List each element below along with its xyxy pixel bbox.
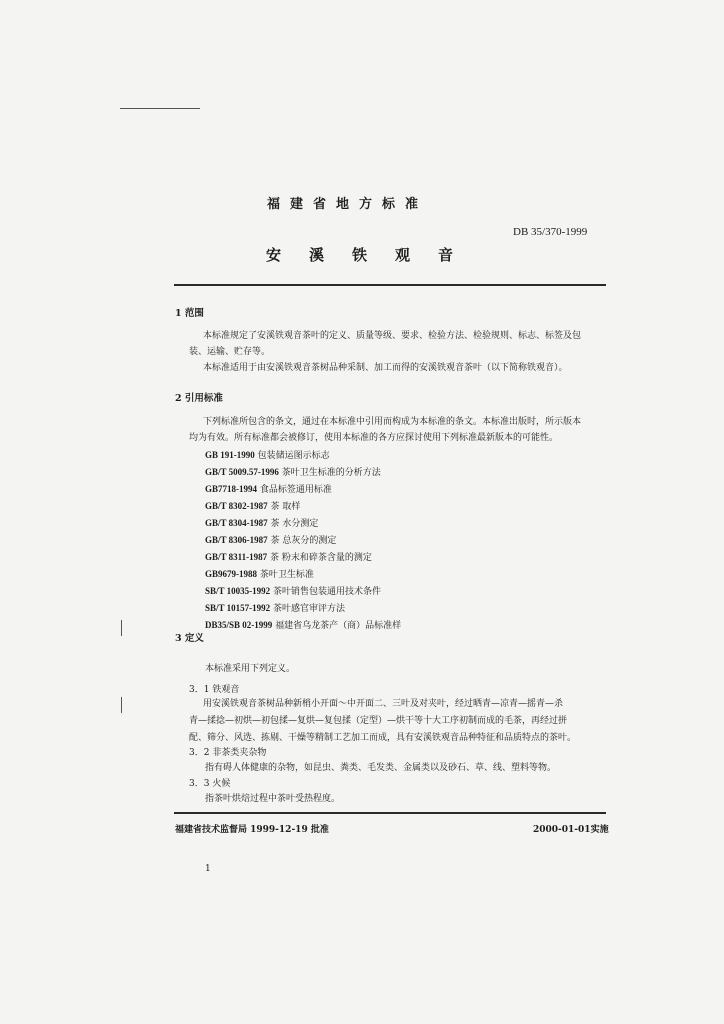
page-number: 1 bbox=[205, 864, 211, 874]
definition-3-1-line3: 配、筛分、风选、拣剔、干燥等精制工艺加工而成，具有安溪铁观音品种特征和品质特点的茶叶。 bbox=[189, 733, 577, 743]
definition-3-2-text: 指有碍人体健康的杂物，如昆虫、粪类、毛发类、金属类以及砂石、草、线、塑料等物。 bbox=[205, 763, 557, 773]
definition-3-3-text: 指茶叶烘焙过程中茶叶受热程度。 bbox=[205, 794, 341, 804]
reference-item: GB/T 8304-1987 茶 水分测定 bbox=[205, 518, 319, 529]
section-3-heading: 3 定义 bbox=[175, 633, 204, 644]
reference-item: GB9679-1988 茶叶卫生标准 bbox=[205, 569, 314, 580]
document-code: DB 35/370-1999 bbox=[513, 226, 588, 238]
section-2-p1-line2: 均为有效。所有标准都会被修订，使用本标准的各方应探讨使用下列标准最新版本的可能性。 bbox=[189, 433, 559, 443]
scan-mark-top bbox=[120, 108, 200, 109]
issuing-org: 福建省地方标准 bbox=[267, 197, 429, 212]
approval-line: 福建省技术监督局 1999-12-19 批准 bbox=[175, 825, 329, 835]
scan-mark-left-1 bbox=[121, 620, 122, 636]
reference-item: GB/T 5009.57-1996 茶叶卫生标准的分析方法 bbox=[205, 467, 381, 478]
footer-divider bbox=[174, 812, 606, 814]
implementation-date: 2000-01-01实施 bbox=[533, 825, 609, 835]
section-2-paragraph bbox=[189, 414, 624, 446]
definition-3-2-heading: 3．2 非茶类夹杂物 bbox=[189, 748, 267, 758]
section-1-p1-line1: 本标准规定了安溪铁观音茶叶的定义、质量等级、要求、检验方法、检验规则、标志、标签及包 bbox=[203, 331, 582, 341]
document-title: 安溪铁观音 bbox=[266, 246, 482, 264]
reference-item: GB/T 8311-1987 茶 粉末和碎茶含量的测定 bbox=[205, 552, 372, 563]
reference-item: GB/T 8306-1987 茶 总灰分的测定 bbox=[205, 535, 337, 546]
reference-item: SB/T 10157-1992 茶叶感官审评方法 bbox=[205, 603, 345, 614]
section-1-p2: 本标准适用于由安溪铁观音茶树品种采制、加工而得的安溪铁观音茶叶（以下简称铁观音）。 bbox=[203, 363, 568, 373]
section-2-p1-line1: 下列标准所包含的条文，通过在本标准中引用而构成为本标准的条文。本标准出版时，所示版本 bbox=[203, 417, 582, 427]
reference-item: GB 191-1990 包装储运图示标志 bbox=[205, 450, 330, 461]
definition-3-1-line1: 用安溪铁观音茶树品种新梢小开面～中开面二、三叶及对夹叶，经过晒青—凉青—摇青—杀 bbox=[203, 699, 564, 709]
scan-mark-left-2 bbox=[121, 697, 122, 713]
section-2-heading: 2 引用标准 bbox=[175, 393, 223, 404]
reference-item: DB35/SB 02-1999 福建省乌龙茶产（商）品标准样 bbox=[205, 620, 402, 631]
header-divider bbox=[174, 284, 606, 286]
reference-item: GB7718-1994 食品标签通用标准 bbox=[205, 484, 332, 495]
section-1-heading: 1 范围 bbox=[175, 308, 204, 319]
section-1-paragraph-1 bbox=[189, 328, 624, 376]
section-3-intro: 本标准采用下列定义。 bbox=[205, 664, 296, 674]
reference-item: SB/T 10035-1992 茶叶销售包装通用技术条件 bbox=[205, 586, 381, 597]
definition-3-1-line2: 青—揉捻—初烘—初包揉—复烘—复包揉（定型）—烘干等十大工序初制而成的毛茶，再经过拼 bbox=[189, 716, 568, 726]
definition-3-3-heading: 3．3 火候 bbox=[189, 779, 231, 789]
section-1-p1-line2: 装、运输、贮存等。 bbox=[189, 347, 271, 357]
reference-list bbox=[205, 447, 401, 634]
reference-item: GB/T 8302-1987 茶 取样 bbox=[205, 501, 301, 512]
definition-3-1-text bbox=[189, 696, 624, 747]
definition-3-1-heading: 3．1 铁观音 bbox=[189, 685, 240, 695]
